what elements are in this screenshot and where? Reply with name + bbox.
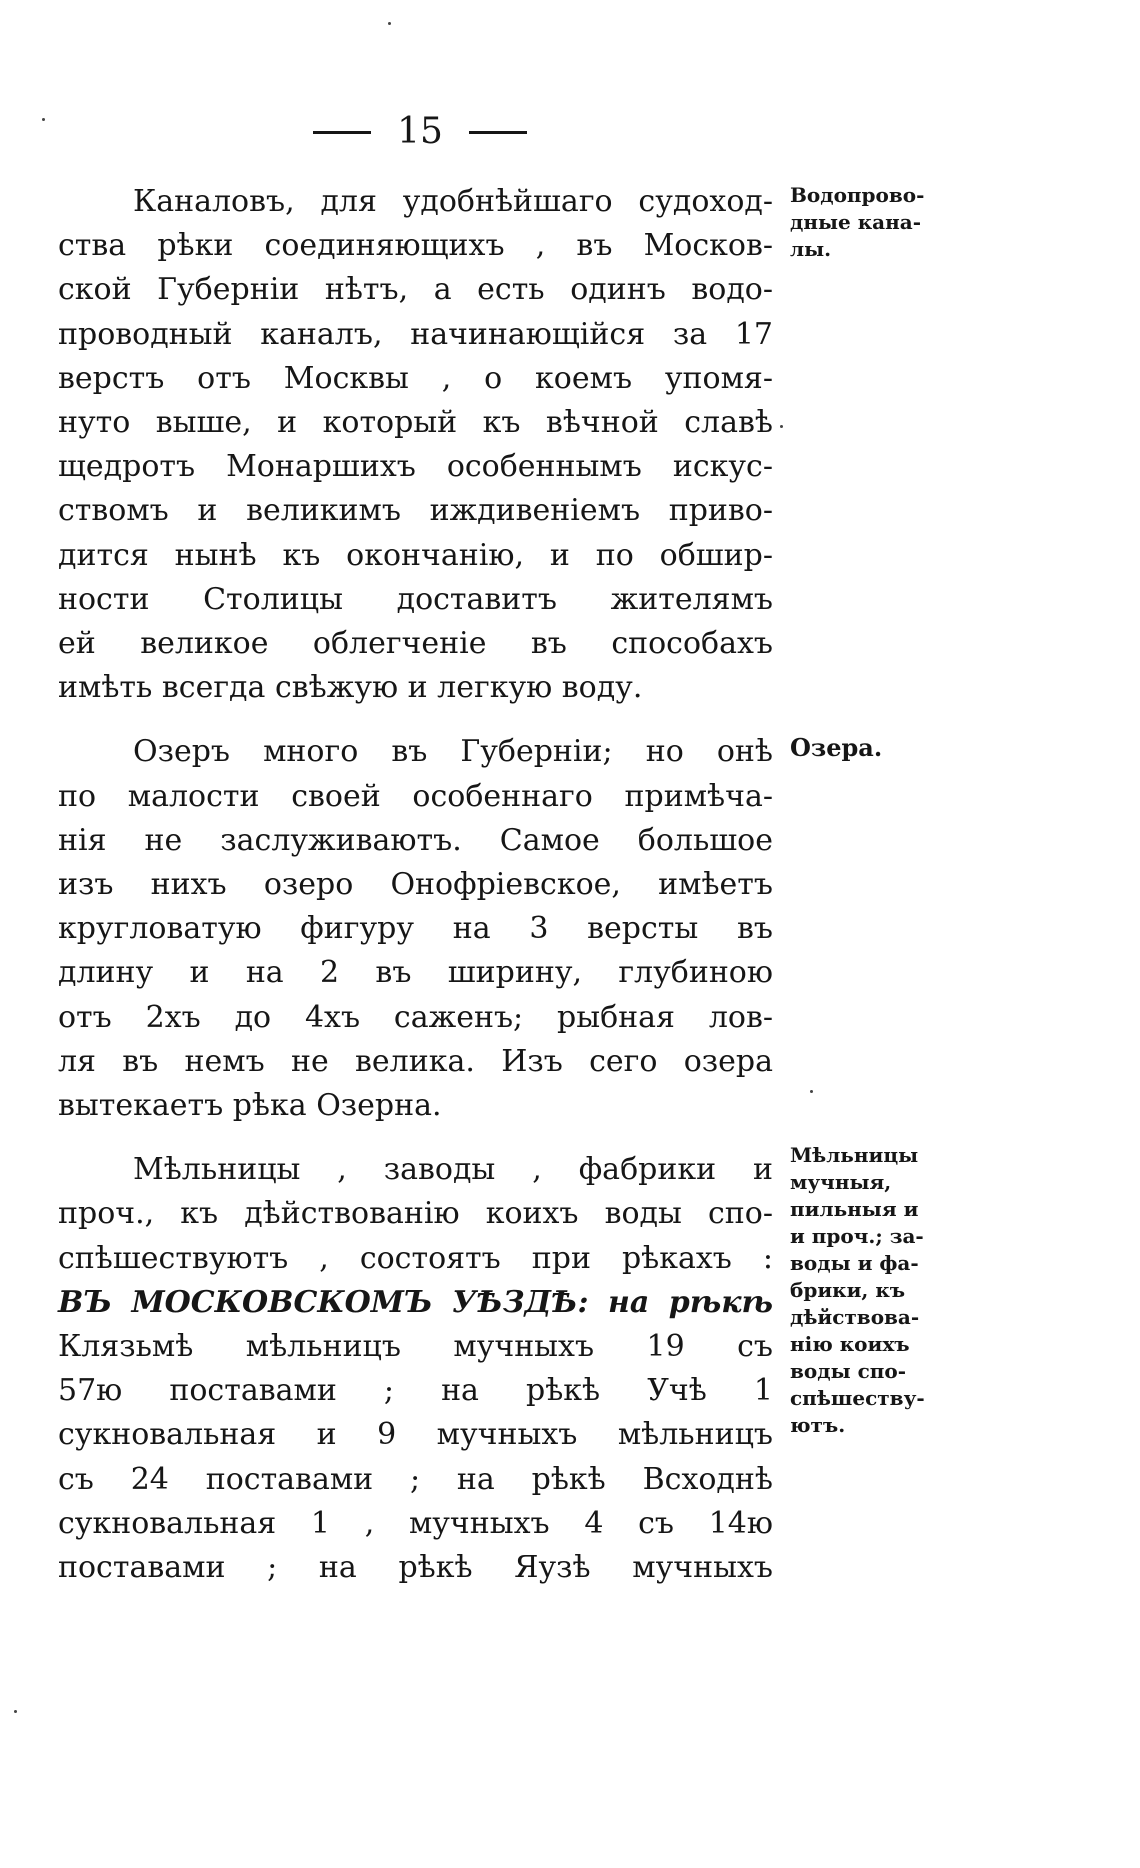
margin-note-mills: [790, 1142, 925, 1439]
text-line: изъ нихъ озеро Онофріевское, имѣетъ: [58, 867, 773, 903]
note-line: воды спо-: [790, 1359, 907, 1383]
note-line: пильныя и: [790, 1197, 919, 1221]
text-line: отъ 2хъ до 4хъ саженъ; рыбная лов-: [58, 999, 773, 1035]
note-line: ютъ.: [790, 1413, 846, 1437]
text-line: ства рѣки соединяющихъ , въ Москов-: [58, 228, 773, 264]
paragraph-canals: [58, 180, 773, 710]
text-line: ей великое облегченіе въ способахъ: [58, 626, 773, 662]
scan-speck: [14, 1710, 17, 1713]
note-line: брики, къ: [790, 1278, 906, 1302]
text-line: нуто выше, и который къ вѣчной славѣ: [58, 405, 773, 441]
text-line: проч., къ дѣйствованію коихъ воды спо-: [58, 1196, 773, 1232]
note-line: дѣйствова-: [790, 1305, 920, 1329]
text-line: щедротъ Монаршихъ особеннымъ искус-: [58, 449, 773, 485]
text-line-italic: ВЪ МОСКОВСКОМЪ УѢЗДѢ: на рѣкѣ: [58, 1284, 773, 1320]
note-line: спѣшеству-: [790, 1386, 925, 1410]
text-line: ности Столицы доставитъ жителямъ: [58, 581, 773, 617]
text-line: ской Губерніи нѣтъ, а есть одинъ водо-: [58, 272, 773, 308]
header-dash-left: [313, 131, 371, 134]
text-line: поставами ; на рѣкѣ Яузѣ мучныхъ: [58, 1550, 773, 1586]
scan-speck: [42, 118, 45, 121]
margin-note-lakes: [790, 734, 882, 761]
note-line: мучныя,: [790, 1170, 892, 1194]
text-line: Мѣльницы , заводы , фабрики и: [133, 1152, 773, 1188]
scan-speck: [388, 22, 391, 25]
page-header: [280, 112, 560, 152]
scan-speck: [780, 425, 783, 428]
text-line: ля въ немъ не велика. Изъ сего озера: [58, 1043, 773, 1079]
header-dash-right: [469, 131, 527, 134]
note-line: и проч.; за-: [790, 1224, 924, 1248]
text-line: сукновальная 1 , мучныхъ 4 съ 14ю: [58, 1505, 773, 1541]
text-line: сукновальная и 9 мучныхъ мѣльницъ: [58, 1417, 773, 1453]
text-line: имѣть всегда свѣжую и легкую воду.: [58, 670, 643, 706]
paragraph-lakes: [58, 730, 773, 1128]
text-line: верстъ отъ Москвы , о коемъ упомя-: [58, 360, 773, 396]
text-line: проводный каналъ, начинающійся за 17: [58, 316, 773, 352]
text-line: вытекаетъ рѣка Озерна.: [58, 1088, 442, 1124]
text-line: Каналовъ, для удобнѣйшаго судоход-: [133, 184, 773, 219]
text-line: нія не заслуживаютъ. Самое большое: [58, 822, 773, 858]
text-line: спѣшествуютъ , состоятъ при рѣкахъ :: [58, 1240, 773, 1276]
note-line: Озера.: [790, 733, 883, 762]
note-line: нію коихъ: [790, 1332, 910, 1356]
note-line: лы.: [790, 237, 832, 261]
note-line: дные кана-: [790, 210, 922, 234]
paragraph-mills: [58, 1148, 773, 1590]
note-line: Водопрово-: [790, 183, 925, 207]
text-line: съ 24 поставами ; на рѣкѣ Всходнѣ: [58, 1461, 773, 1497]
main-text: [58, 180, 773, 1590]
margin-note-canals: [790, 182, 924, 263]
note-line: Мѣльницы: [790, 1143, 919, 1167]
scan-speck: [810, 1090, 813, 1093]
text-line: ствомъ и великимъ иждивеніемъ приво-: [58, 493, 773, 529]
text-line: кругловатую фигуру на 3 версты въ: [58, 911, 773, 947]
text-line: Озеръ много въ Губерніи; но онѣ: [133, 734, 773, 770]
text-line: дится нынѣ къ окончанію, и по обшир-: [58, 537, 773, 573]
text-line: по малости своей особеннаго примѣча-: [58, 778, 773, 814]
note-line: воды и фа-: [790, 1251, 919, 1275]
text-line: Клязьмѣ мѣльницъ мучныхъ 19 съ: [58, 1329, 773, 1365]
page-number: 15: [397, 111, 443, 152]
text-line: 57ю поставами ; на рѣкѣ Учѣ 1: [58, 1373, 773, 1409]
text-line: длину и на 2 въ ширину, глубиною: [58, 955, 773, 991]
